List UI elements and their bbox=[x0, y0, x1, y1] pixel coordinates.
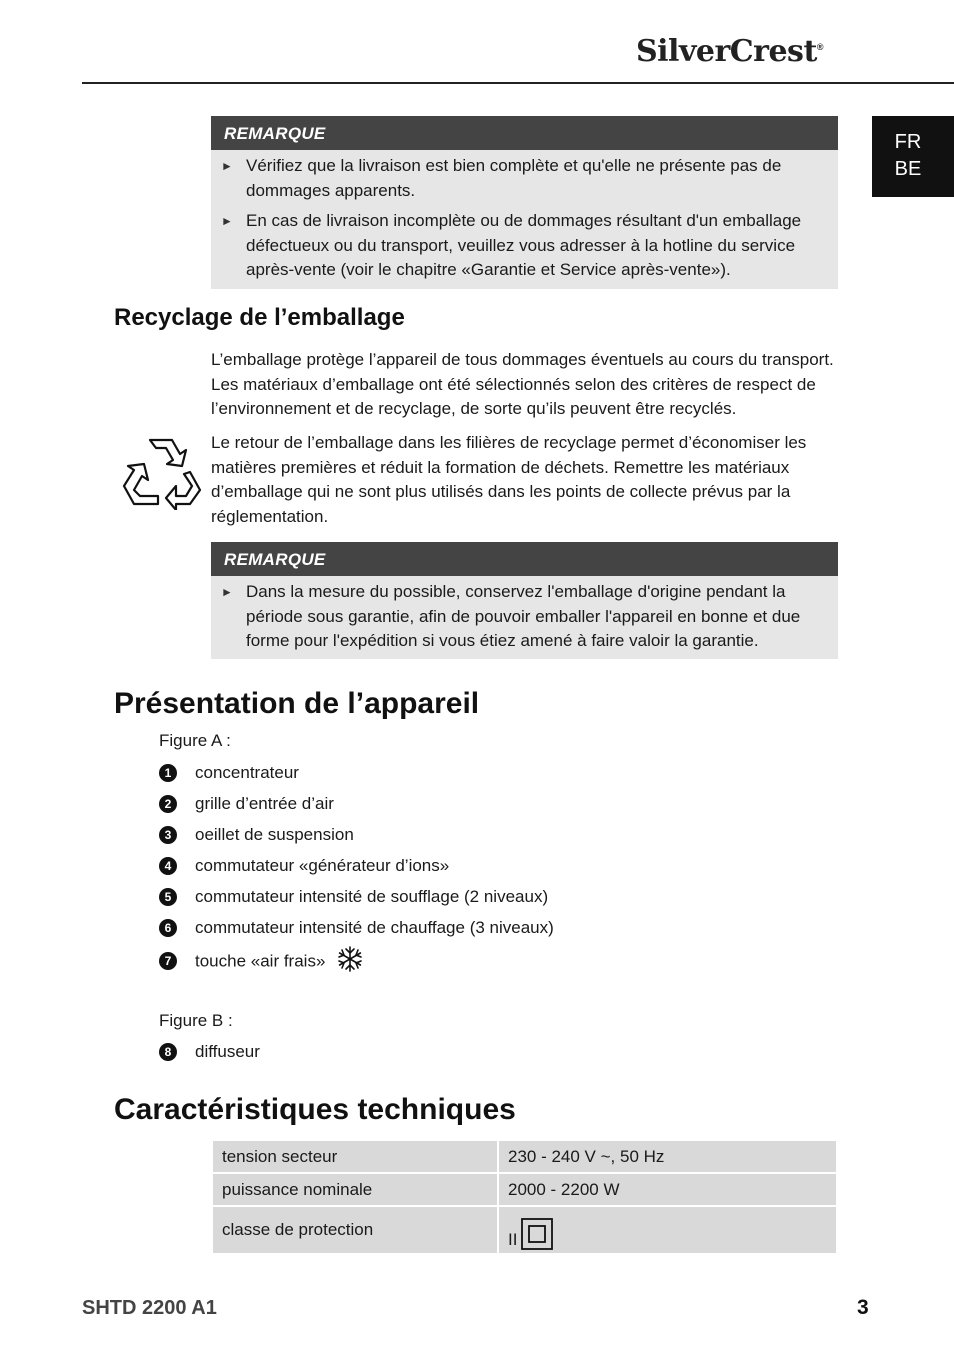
language-tab-line2: BE bbox=[894, 158, 922, 180]
figure-b-label: Figure B : bbox=[159, 1011, 233, 1030]
note-box-delivery bbox=[211, 116, 838, 289]
brand-logo bbox=[636, 34, 823, 69]
spec-value: 2000 - 2200 W bbox=[498, 1173, 837, 1206]
footer-model: SHTD 2200 A1 bbox=[82, 1297, 217, 1319]
list-item-label: commutateur intensité de chauffage (3 niveaux) bbox=[195, 918, 554, 937]
triangle-bullet-icon: ► bbox=[221, 159, 233, 173]
snowflake-icon bbox=[336, 945, 364, 973]
language-tab-line1: FR bbox=[894, 131, 922, 153]
spec-label: puissance nominale bbox=[212, 1173, 498, 1206]
specs-table bbox=[211, 1139, 838, 1255]
list-item bbox=[159, 855, 449, 877]
list-item-label: concentrateur bbox=[195, 763, 299, 782]
list-item bbox=[159, 886, 548, 908]
note-item-text: Dans la mesure du possible, conservez l'emballage d'origine pendant la période sous garantie, afin de pouvoir emballer l'appareil en bonne et due forme pour l'expédition si vous étiez amené à faire valoir la garantie. bbox=[246, 582, 801, 650]
list-item-label: oeillet de suspension bbox=[195, 825, 354, 844]
note-body bbox=[211, 576, 838, 660]
note-item-text: Vérifiez que la livraison est bien complète et qu'elle ne présente pas de dommages apparents. bbox=[246, 156, 782, 200]
item-number-badge: 3 bbox=[159, 826, 177, 844]
presentation-heading: Présentation de l’appareil bbox=[114, 687, 480, 720]
list-item bbox=[159, 1041, 260, 1063]
triangle-bullet-icon: ► bbox=[221, 585, 233, 599]
note-body bbox=[211, 150, 838, 289]
list-item-label: commutateur intensité de soufflage (2 niveaux) bbox=[195, 887, 549, 906]
note-box-packaging bbox=[211, 542, 838, 659]
list-item-label: grille d’entrée d’air bbox=[195, 794, 334, 813]
table-row bbox=[212, 1173, 837, 1206]
page-number: 3 bbox=[857, 1296, 869, 1319]
note-item bbox=[221, 154, 826, 203]
list-item-label: diffuseur bbox=[195, 1042, 260, 1061]
header-rule bbox=[82, 82, 954, 84]
language-tab bbox=[872, 116, 954, 197]
item-number-badge: 7 bbox=[159, 952, 177, 970]
note-item bbox=[221, 580, 826, 654]
item-number-badge: 1 bbox=[159, 764, 177, 782]
table-row bbox=[212, 1140, 837, 1173]
brand-name: SilverCrest bbox=[636, 34, 817, 69]
list-item bbox=[159, 824, 354, 846]
list-item-label: commutateur «générateur d’ions» bbox=[195, 856, 450, 875]
registered-mark: ® bbox=[816, 42, 823, 52]
spec-value: 230 - 240 V ~, 50 Hz bbox=[498, 1140, 837, 1173]
list-item bbox=[159, 793, 334, 815]
recycle-icon bbox=[120, 434, 204, 510]
list-item bbox=[159, 762, 299, 784]
recycling-paragraph-1: L’emballage protège l’appareil de tous dommages éventuels au cours du transport. Les matériaux d’emballage ont été sélectionnés selon des critères de respect de l’environnement et de recyclage, de sorte qu’ils peuvent être recyclés. bbox=[211, 350, 834, 418]
note-heading: REMARQUE bbox=[211, 116, 838, 150]
spec-label: tension secteur bbox=[212, 1140, 498, 1173]
protection-class-text: II bbox=[508, 1230, 518, 1249]
recycling-heading: Recyclage de l’emballage bbox=[114, 304, 405, 331]
item-number-badge: 5 bbox=[159, 888, 177, 906]
figure-a-label: Figure A : bbox=[159, 731, 231, 750]
list-item-label: touche «air frais» bbox=[195, 951, 326, 971]
recycling-paragraph-2: Le retour de l’emballage dans les filières de recyclage permet d’économiser les matières premières et réduit la formation de déchets. Remettre les matériaux d’emballage qui ne sont plus utilisés dans les points de collecte prévus par la réglementation. bbox=[211, 433, 807, 526]
note-heading: REMARQUE bbox=[211, 542, 838, 576]
table-row bbox=[212, 1206, 837, 1254]
list-item bbox=[159, 917, 554, 939]
item-number-badge: 2 bbox=[159, 795, 177, 813]
item-number-badge: 4 bbox=[159, 857, 177, 875]
note-item bbox=[221, 209, 826, 283]
spec-label: classe de protection bbox=[212, 1206, 498, 1254]
specs-heading: Caractéristiques techniques bbox=[114, 1093, 516, 1126]
protection-class bbox=[508, 1218, 553, 1250]
list-item bbox=[159, 948, 364, 970]
double-insulation-icon bbox=[521, 1218, 553, 1250]
triangle-bullet-icon: ► bbox=[221, 214, 233, 228]
spec-value-cell bbox=[498, 1206, 837, 1254]
item-number-badge: 6 bbox=[159, 919, 177, 937]
item-number-badge: 8 bbox=[159, 1043, 177, 1061]
note-item-text: En cas de livraison incomplète ou de dommages résultant d'un emballage défectueux ou du transport, veuillez vous adresser à la hotline du service après-vente (voir le chapitre «Garantie et Service après-vente»). bbox=[246, 211, 802, 279]
